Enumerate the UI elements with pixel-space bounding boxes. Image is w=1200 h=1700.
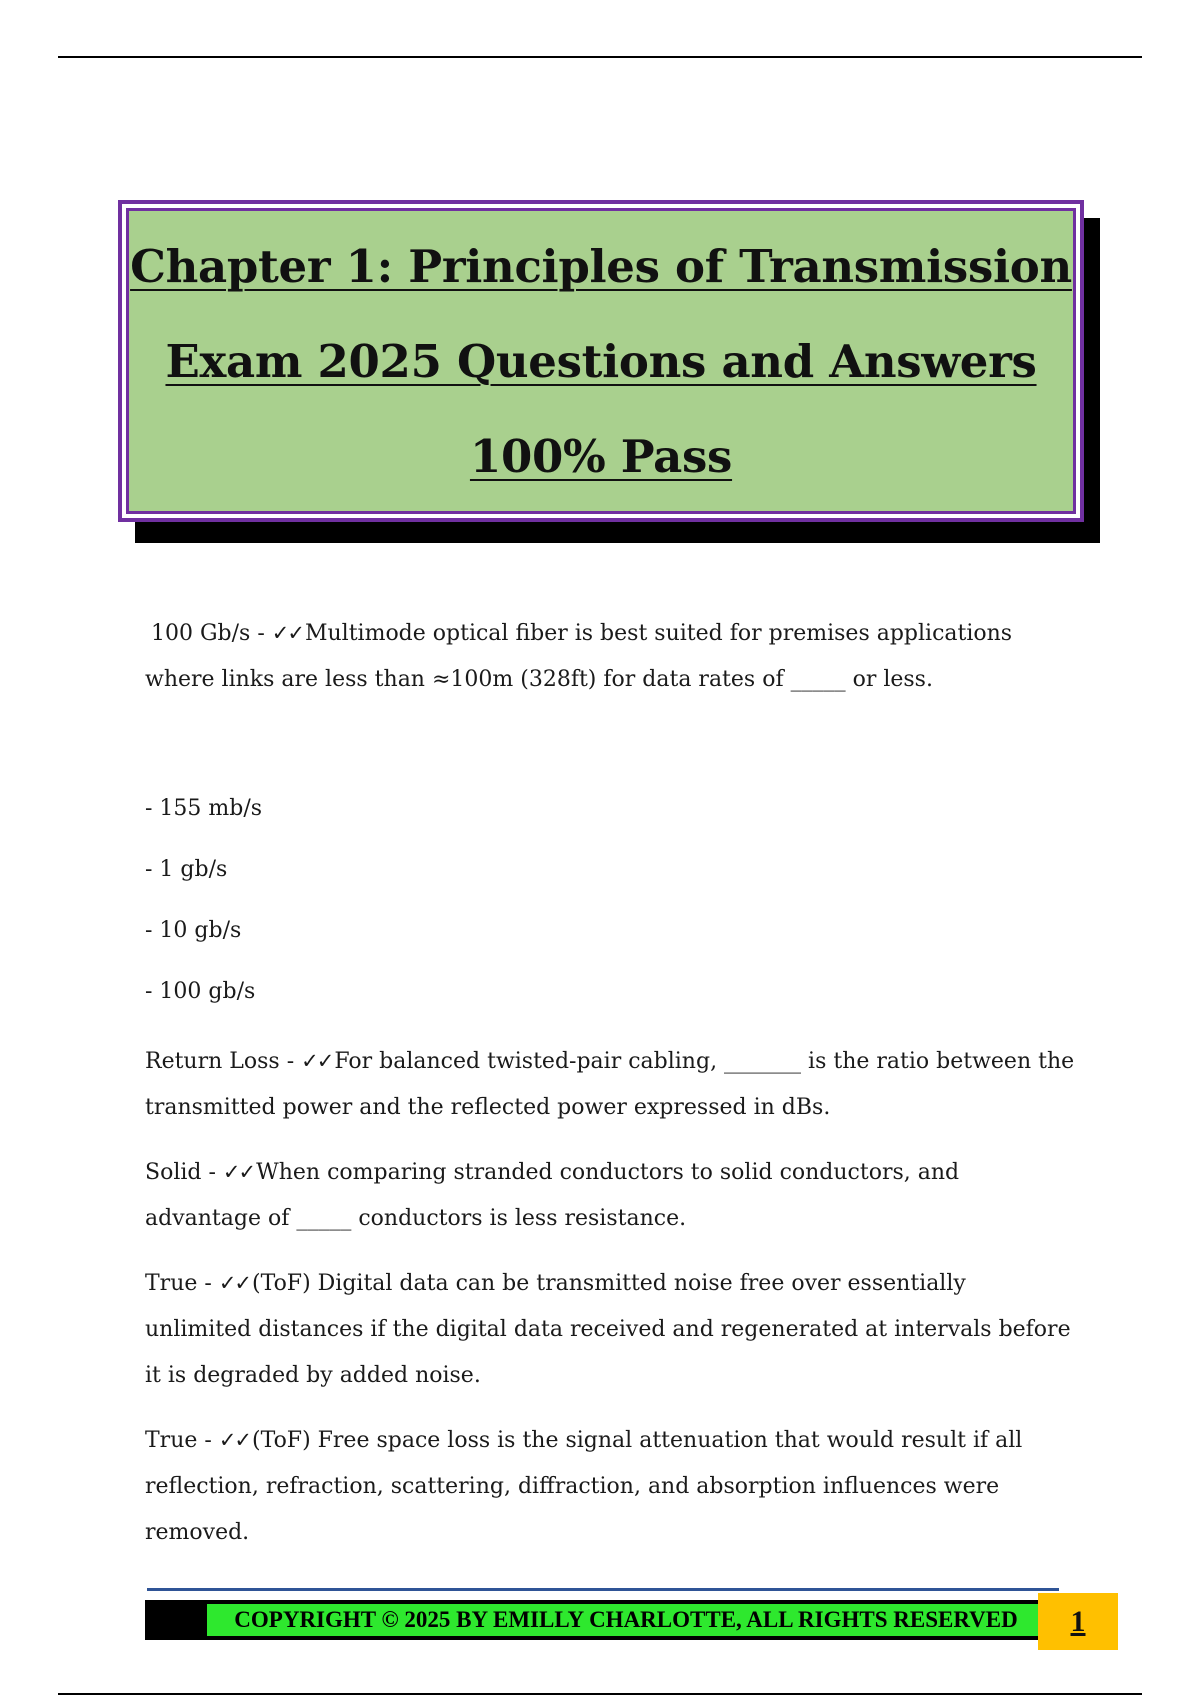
spacer — [145, 703, 1075, 778]
question-text: When comparing stranded conductors to solid conductors, and advantage of _____ conductors is less resistance. — [145, 1160, 960, 1231]
qa-item — [145, 1149, 1075, 1242]
answer-text: True - — [145, 1271, 219, 1296]
question-text: (ToF) Free space loss is the signal attenuation that would result if all reflection, refraction, scattering, diffraction, and absorption influences were removed. — [145, 1428, 1023, 1545]
qa-content — [145, 610, 1075, 1574]
bottom-rule — [58, 1693, 1142, 1695]
option-item: - 155 mb/s — [145, 796, 263, 821]
qa-item — [145, 1417, 1075, 1556]
question-1 — [145, 610, 1075, 657]
option-item: - 10 gb/s — [145, 918, 242, 943]
check-icon: ✓✓ — [301, 1049, 333, 1073]
option-item: - 1 gb/s — [145, 857, 228, 882]
copyright-text: COPYRIGHT © 2025 BY EMILLY CHARLOTTE, ALL RIGHTS RESERVED — [207, 1604, 1045, 1636]
footer-rule — [147, 1588, 1059, 1591]
answer-text: Return Loss - — [145, 1049, 302, 1074]
question-text: Multimode optical fiber is best suited for premises applications — [304, 621, 1013, 646]
answer-text: 100 Gb/s - — [151, 621, 272, 646]
question-text: (ToF) Digital data can be transmitted noise free over essentially unlimited distances if the digital data received and regenerated at intervals before it is degraded by added noise. — [145, 1271, 1071, 1388]
page-number: 1 — [1038, 1593, 1118, 1650]
qa-item — [145, 1260, 1075, 1399]
check-icon: ✓✓ — [271, 621, 303, 645]
title-line-3: 100% Pass — [469, 429, 733, 483]
title-line-2: Exam 2025 Questions and Answers — [165, 334, 1037, 388]
top-rule — [58, 56, 1142, 58]
question-1-continued: where links are less than ≈100m (328ft) for data rates of _____ or less. — [145, 667, 933, 692]
check-icon: ✓✓ — [218, 1428, 251, 1452]
option-item: - 100 gb/s — [145, 979, 256, 1004]
answer-text: True - — [145, 1428, 219, 1453]
title-line-1: Chapter 1: Principles of Transmission — [130, 239, 1072, 293]
check-icon: ✓✓ — [222, 1160, 255, 1184]
check-icon: ✓✓ — [218, 1271, 251, 1295]
question-text: For balanced twisted-pair cabling, _______ is the ratio between the transmitted power and the reflected power expressed in dBs. — [145, 1049, 1075, 1120]
qa-item — [145, 1038, 1075, 1131]
answer-text: Solid - — [145, 1160, 223, 1185]
title-box — [118, 200, 1084, 522]
